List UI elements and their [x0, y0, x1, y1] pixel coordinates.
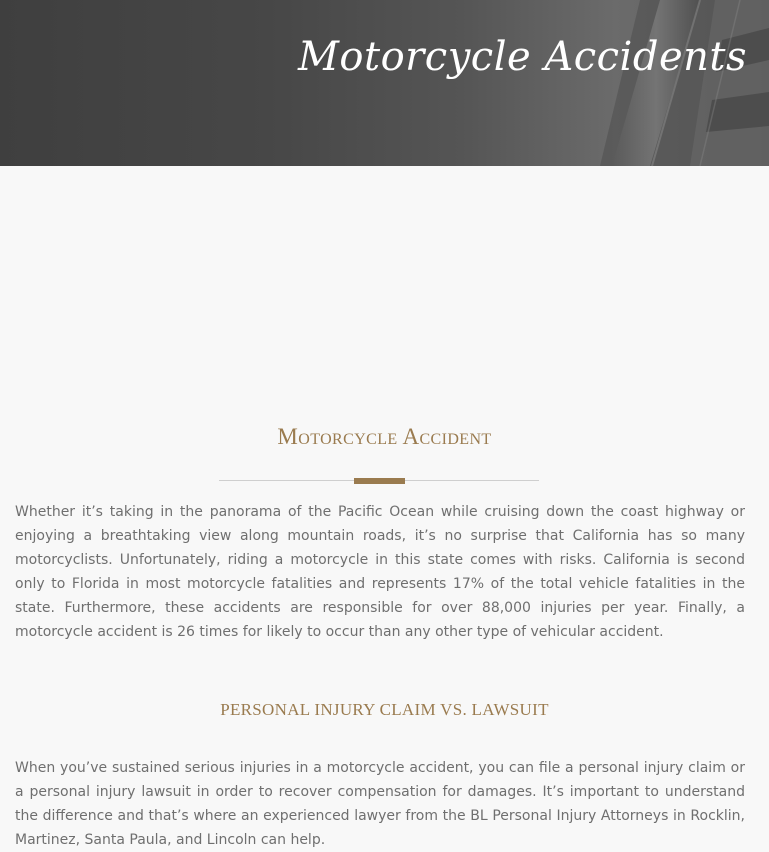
intro-paragraph: Whether it’s taking in the panorama of the Pacific Ocean while cruising down the coast highway or enjoying a breathtaking view along mountain roads, it’s no surprise that California has so many motorcyclists. Unfortunately, riding a motorcycle in this state comes with risks. California is second only to Florida in most motorcycle fatalities and represents 17% of the total vehicle fatalities in the state. Furthermore, these accidents are responsible for over 88,000 injuries per year. Finally, a motorcycle accident is 26 times for likely to occur than any other type of vehicular accident. — [15, 504, 745, 640]
building-column-image — [0, 0, 769, 166]
subsection-heading: PERSONAL INJURY CLAIM VS. LAWSUIT — [220, 700, 549, 719]
page-title: Motorcycle Accidents — [297, 34, 747, 80]
claim-vs-lawsuit-paragraph: When you’ve sustained serious injuries in a motorcycle accident, you can file a personal injury claim or a personal injury lawsuit in order to recover compensation for damages. It’s important to understand the difference and that’s where an experienced lawyer from the BL Personal Injury Attorneys in Rocklin, Martinez, Santa Paula, and Lincoln can help. — [15, 760, 745, 848]
page-hero-banner — [0, 0, 769, 166]
section-heading: Motorcycle Accident — [277, 424, 492, 449]
heading-divider-accent — [354, 478, 405, 484]
